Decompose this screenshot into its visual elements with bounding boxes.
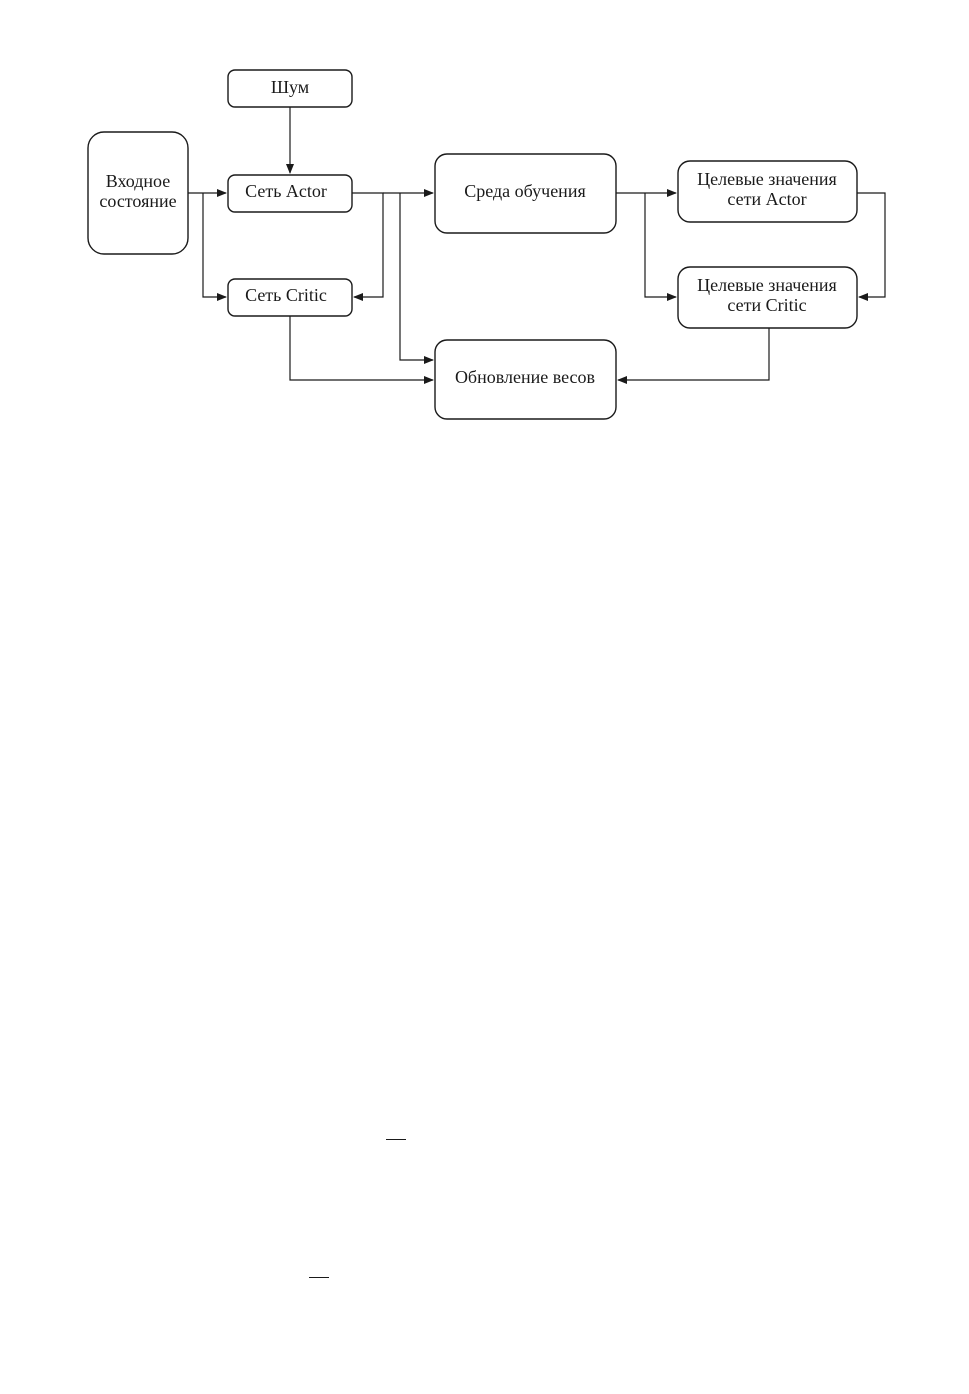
node-target-actor-line1: Целевые значения <box>697 169 837 190</box>
edge-input-to-critic <box>203 193 226 297</box>
stray-dash-1 <box>386 1139 406 1140</box>
node-weights-update-label: Обновление весов <box>454 367 596 388</box>
node-environment-label: Среда обучения <box>464 181 586 202</box>
edges <box>188 107 885 380</box>
node-input-state-line2: состояние <box>99 191 177 212</box>
node-target-critic-line1: Целевые значения <box>697 275 837 296</box>
node-critic <box>228 279 352 316</box>
edge-target-actor-to-target-critic <box>857 193 885 297</box>
actor-critic-flow-diagram <box>0 0 969 440</box>
edge-actor-to-critic <box>352 193 383 297</box>
node-input-state-line1: Входное <box>105 171 171 192</box>
node-weights-update <box>435 340 616 419</box>
node-environment <box>435 154 616 233</box>
node-input-state <box>88 132 188 254</box>
edge-environment-to-target-critic <box>645 193 676 297</box>
node-critic-label: Сеть Critic <box>245 285 327 306</box>
node-noise-label: Шум <box>270 77 310 98</box>
node-target-actor <box>678 161 857 222</box>
node-target-critic <box>678 267 857 328</box>
node-actor <box>228 175 352 212</box>
node-actor-label: Сеть Actor <box>245 181 327 202</box>
edge-actor-to-weights-update <box>400 193 433 360</box>
node-noise <box>228 70 352 107</box>
edge-critic-to-weights-update <box>290 316 433 380</box>
node-target-critic-line2: сети Critic <box>727 295 807 316</box>
stray-dash-2 <box>309 1277 329 1278</box>
node-target-actor-line2: сети Actor <box>727 189 807 210</box>
edge-target-critic-to-weights-update <box>618 328 769 380</box>
